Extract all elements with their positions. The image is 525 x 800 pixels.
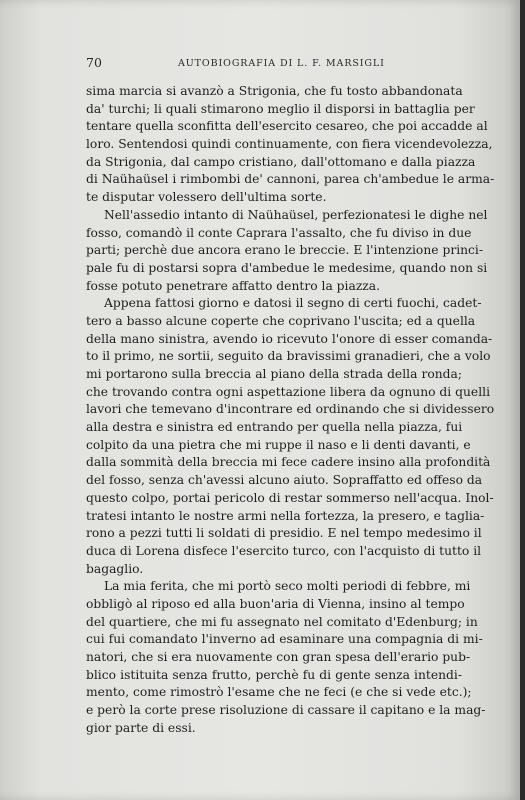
text-line: loro. Sentendosi quindi continuamente, con fiera vicendevolezza,	[86, 137, 493, 152]
text-line: cui fui comandato l'inverno ad esaminare una compagnia di mi-	[86, 632, 483, 647]
text-line: tratesi intanto le nostre armi nella fortezza, la presero, e taglia-	[86, 508, 485, 523]
text-line: te disputar volessero dell'ultima sorte.	[86, 190, 327, 205]
text-line: del quartiere, che mi fu assegnato nel comitato d'Edenburg; in	[86, 614, 478, 629]
text-line: dalla sommità della breccia mi fece cadere insino alla profondità	[86, 455, 491, 470]
text-line: La mia ferita, che mi portò seco molti periodi di febbre, mi	[104, 579, 471, 594]
text-line: questo colpo, portai pericolo di restar sommerso nell'acqua. Inol-	[86, 490, 494, 505]
page-number: 70	[86, 55, 102, 70]
text-line: natori, che si era nuovamente con gran spesa dell'erario pub-	[86, 650, 471, 664]
text-line: parti; perchè due ancora erano le breccie. E l'intenzione princi-	[86, 243, 484, 258]
text-line: duca di Lorena disfece l'esercito turco, con l'acquisto di tutto il	[86, 543, 482, 558]
text-line: blico istituita senza frutto, perchè fu di gente senza intendi-	[86, 667, 462, 682]
text-line: di Naühaüsel i rimbombi de' cannoni, parea ch'ambedue le arma-	[86, 172, 495, 187]
text-line: sima marcia si avanzò a Strigonia, che fu tosto abbandonata	[86, 84, 463, 98]
text-line: da' turchi; li quali stimarono meglio il disporsi in battaglia per	[86, 101, 475, 116]
text-line: fosse potuto penetrare affatto dentro la piazza.	[86, 278, 381, 293]
text-line: mento, come rimostrò l'esame che ne feci (e che si vede etc.);	[86, 685, 472, 700]
text-line: della mano sinistra, avendo io ricevuto l'onore di esser comanda-	[86, 331, 493, 346]
text-line: che trovando contra ogni aspettazione libera da ognuno di quelli	[86, 384, 491, 399]
text-line: alla destra e sinistra ed entrando per quella nella piazza, fui	[86, 420, 463, 435]
paragraph	[86, 207, 488, 295]
text-line: colpito da una pietra che mi ruppe il naso e li denti davanti, e	[86, 437, 471, 452]
text-line: gior parte di essi.	[86, 720, 196, 735]
body-text	[86, 83, 495, 737]
text-line: e però la corte prese risoluzione di cassare il capitano e la mag-	[86, 703, 486, 718]
paragraph	[86, 295, 495, 578]
text-line: to il primo, ne sortii, seguito da bravissimi granadieri, che a volo	[86, 349, 491, 364]
paragraph	[86, 578, 486, 737]
text-line: rono a pezzi tutti li soldati di presidio. E nel tempo medesimo il	[86, 526, 482, 541]
text-line: pale fu di postarsi sopra d'ambedue le medesime, quando non si	[86, 260, 488, 275]
text-line: tentare quella sconfitta dell'esercito cesareo, che poi accadde al	[86, 119, 488, 134]
running-title: AUTOBIOGRAFIA DI L. F. MARSIGLI	[178, 58, 385, 69]
text-line: Appena fattosi giorno e datosi il segno di certi fuochi, cadet-	[104, 296, 482, 311]
text-line: da Strigonia, dal campo cristiano, dall'ottomano e dalla piazza	[86, 154, 476, 169]
text-line: Nell'assedio intanto di Naühaüsel, perfezionatesi le dighe nel	[104, 207, 488, 222]
text-line: fosso, comandò il conte Caprara l'assalto, che fu diviso in due	[86, 225, 472, 240]
paragraph	[86, 83, 495, 207]
text-line: bagaglio.	[86, 561, 144, 576]
text-line: tero a basso alcune coperte che coprivano l'uscita; ed a quella	[86, 313, 476, 328]
text-line: mi portarono sulla breccia al piano della strada della ronda;	[86, 367, 462, 381]
text-line: lavori che temevano d'incontrare ed ordinando che si dividessero	[86, 402, 495, 417]
running-head	[86, 55, 476, 75]
text-line: del fosso, senza ch'avessi alcuno aiuto. Sopraffatto ed offeso da	[86, 473, 483, 488]
text-line: obbligò al riposo ed alla buon'aria di Vienna, insino al tempo	[86, 596, 465, 611]
